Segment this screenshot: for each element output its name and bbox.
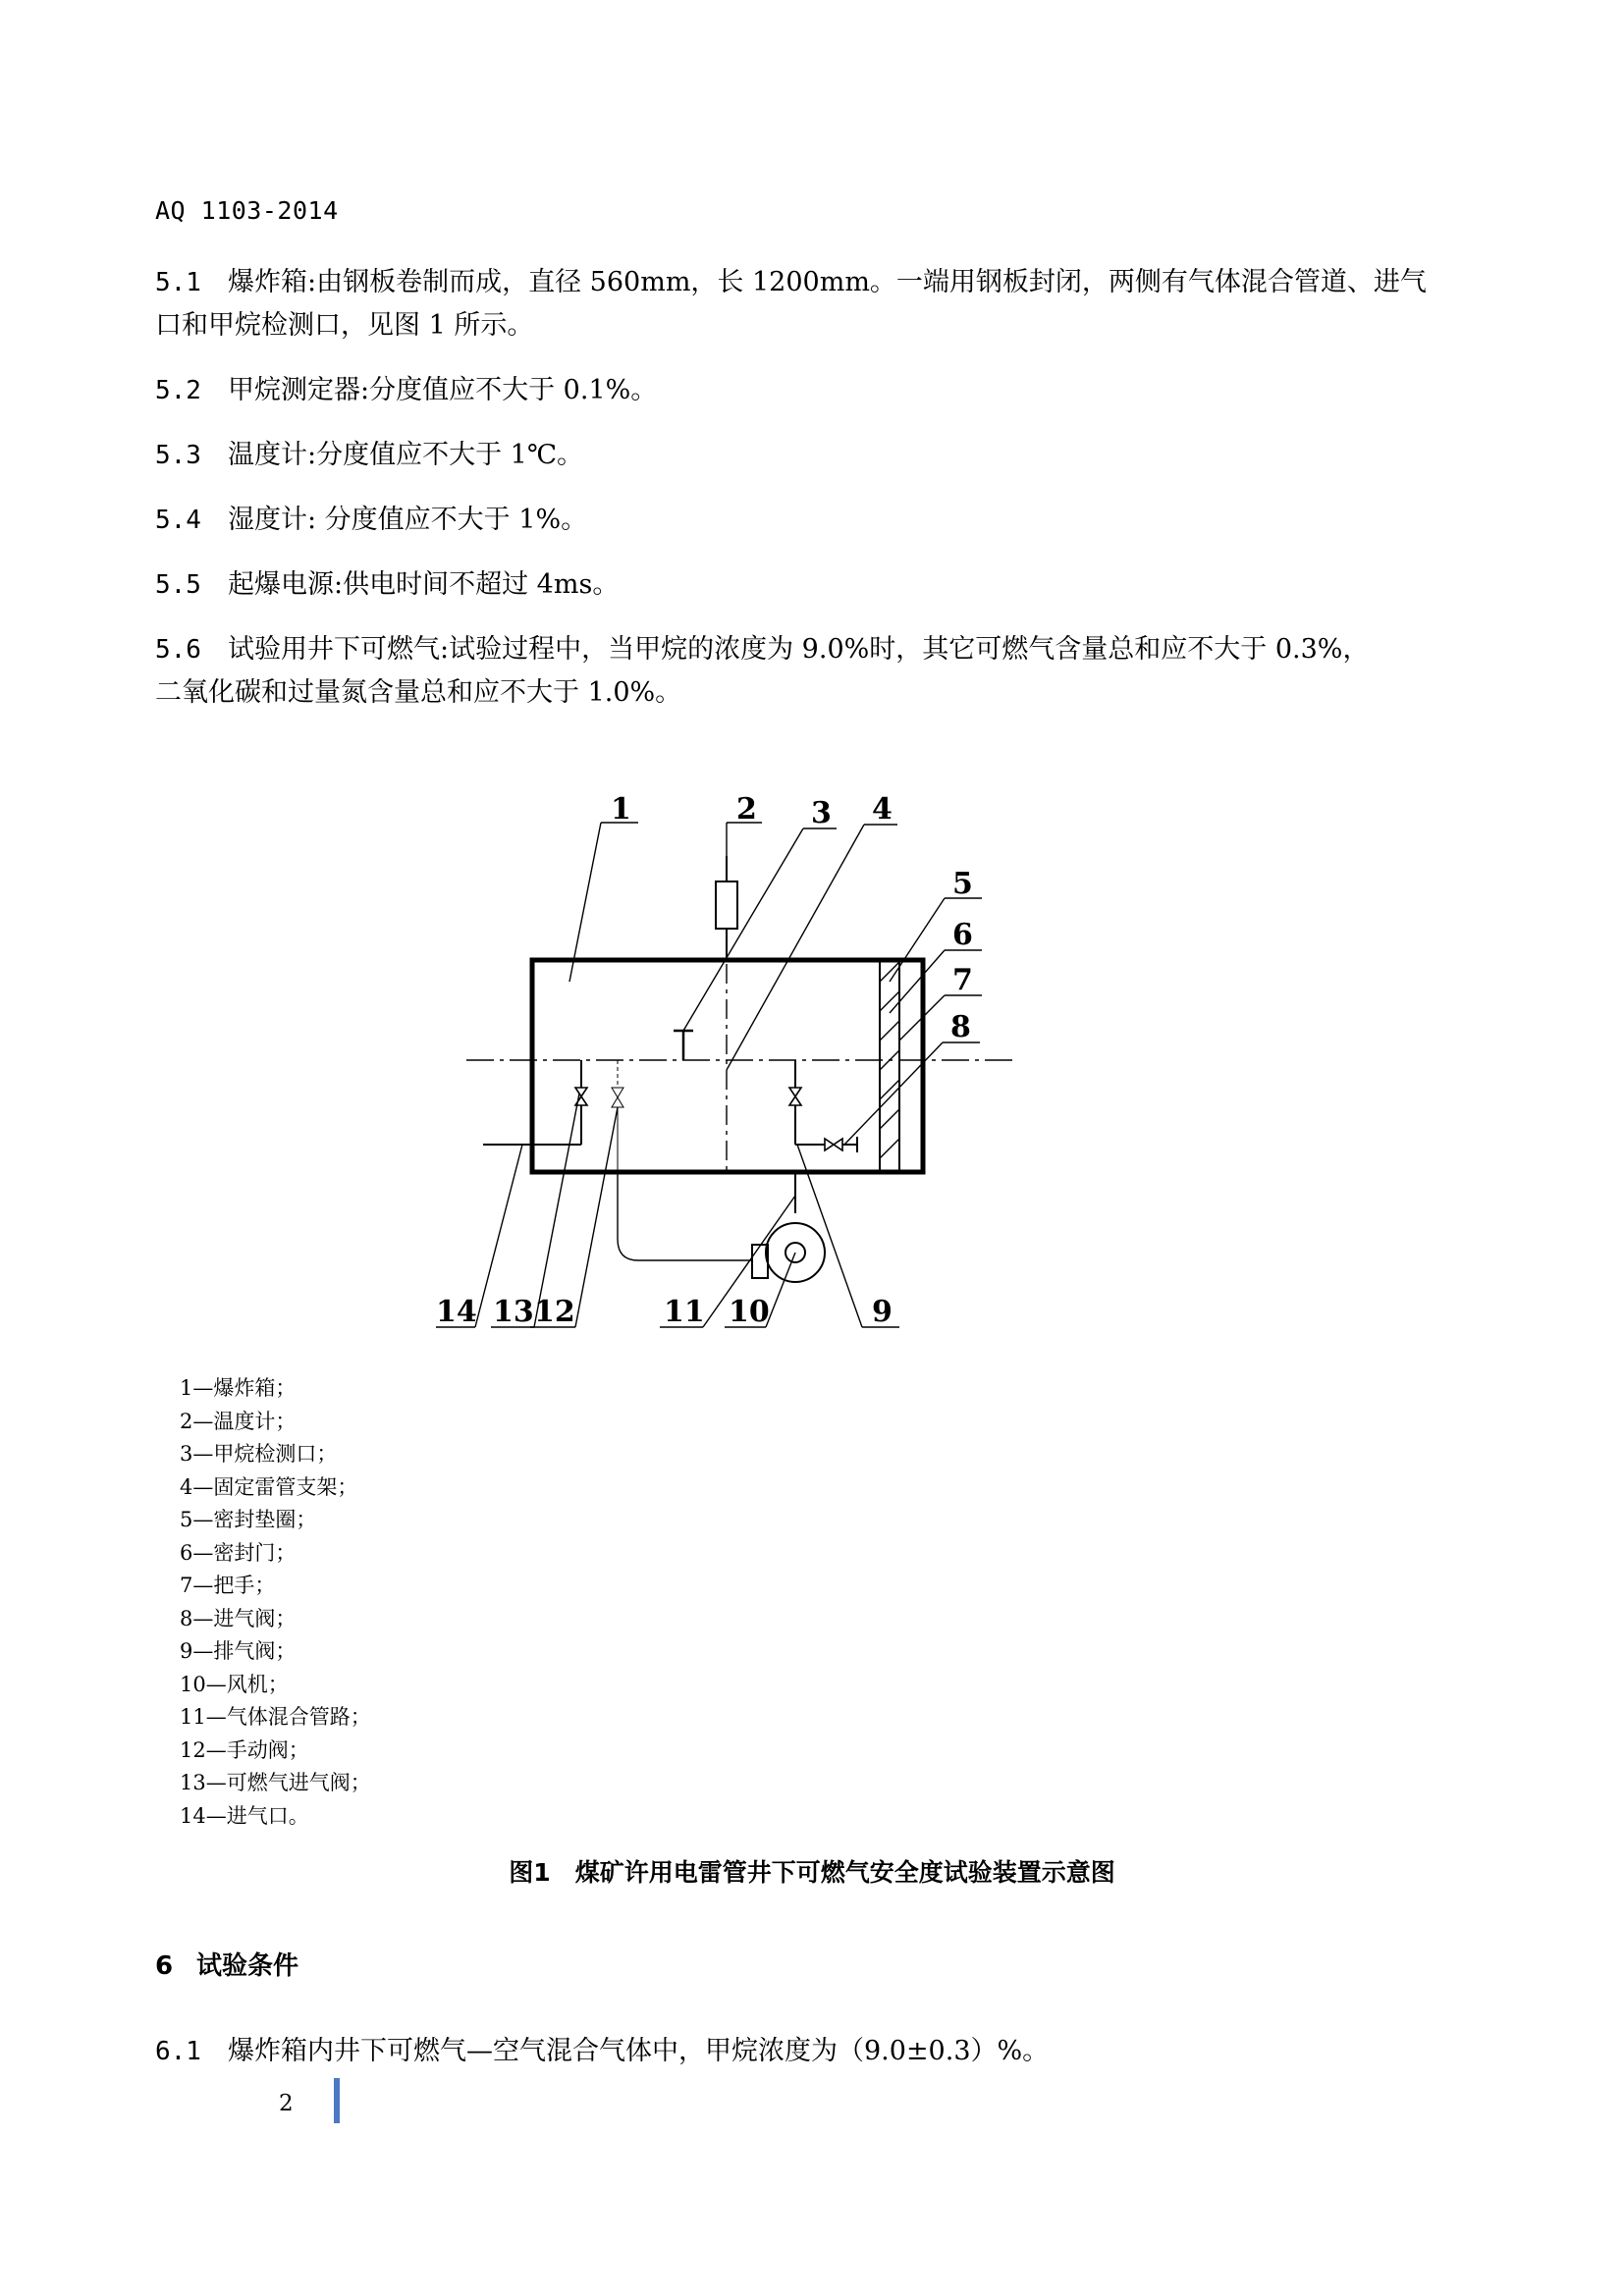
item-text: 温度计:分度值应不大于 1℃。 — [228, 440, 584, 470]
legend-item: 9—排气阀； — [180, 1639, 297, 1663]
explosion-box — [532, 960, 923, 1172]
item-text: 湿度计: 分度值应不大于 1%。 — [228, 505, 588, 535]
legend-item: 3—甲烷检测口； — [180, 1442, 338, 1466]
section-title: 试验条件 — [196, 1951, 299, 1981]
label-2: 2 — [736, 792, 757, 827]
item-number: 5.6 — [155, 635, 201, 665]
standard-code-header: AQ 1103-2014 — [155, 196, 339, 225]
inlet-valve — [825, 1139, 842, 1150]
item-text: 爆炸箱:由钢板卷制而成，直径 560mm，长 1200mm。一端用钢板封闭，两侧有气体混合管道、进气 — [228, 267, 1427, 297]
legend-item: 8—进气阀； — [180, 1606, 297, 1630]
label-7: 7 — [952, 963, 973, 997]
legend-item: 12—手动阀； — [180, 1737, 309, 1762]
legend-item: 4—固定雷管支架； — [180, 1474, 358, 1499]
legend-item: 14—进气口。 — [180, 1803, 309, 1828]
legend-item: 10—风机； — [180, 1672, 289, 1696]
gas-mixing-pipeline — [618, 1172, 752, 1260]
item-number: 5.3 — [155, 441, 201, 470]
figure-legend — [180, 1372, 371, 1833]
label-13: 13 — [493, 1295, 534, 1329]
thermometer — [716, 881, 737, 929]
label-14: 14 — [436, 1295, 477, 1329]
legend-item: 7—把手； — [180, 1574, 276, 1597]
item-5-3 — [155, 434, 1476, 477]
label-1: 1 — [611, 792, 631, 827]
label-10: 10 — [729, 1295, 770, 1329]
item-text-continued: 二氧化碳和过量氮含量总和应不大于 1.0%。 — [155, 677, 682, 708]
label-3: 3 — [811, 796, 832, 830]
item-5-1 — [155, 261, 1476, 347]
label-12: 12 — [534, 1295, 575, 1329]
label-6: 6 — [952, 918, 973, 952]
item-6-1 — [155, 2030, 1476, 2073]
page-marker-bar — [334, 2078, 340, 2123]
label-8: 8 — [950, 1010, 971, 1044]
legend-item: 13—可燃气进气阀； — [180, 1771, 371, 1794]
item-text: 甲烷测定器:分度值应不大于 0.1%。 — [228, 375, 658, 405]
figure-caption: 图1 煤矿许用电雷管井下可燃气安全度试验装置示意图 — [509, 1858, 1115, 1887]
legend-item: 2—温度计； — [180, 1409, 297, 1433]
exhaust-valve — [789, 1088, 801, 1105]
item-text-continued: 口和甲烷检测口，见图 1 所示。 — [155, 310, 534, 341]
item-number: 6.1 — [155, 2037, 201, 2066]
label-9: 9 — [872, 1295, 893, 1329]
legend-item: 6—密封门； — [180, 1540, 297, 1565]
section-heading — [155, 1946, 298, 1982]
sealing-door — [880, 960, 899, 1172]
item-number: 5.4 — [155, 506, 201, 535]
legend-item: 1—爆炸箱； — [180, 1376, 297, 1400]
item-number: 5.2 — [155, 376, 201, 405]
legend-item: 11—气体混合管路； — [180, 1705, 371, 1729]
item-number: 5.5 — [155, 570, 201, 600]
item-5-4 — [155, 499, 1476, 542]
item-text: 爆炸箱内井下可燃气—空气混合气体中，甲烷浓度为（9.0±0.3）%。 — [228, 2036, 1050, 2066]
label-11: 11 — [664, 1295, 705, 1329]
item-text: 起爆电源:供电时间不超过 4ms。 — [228, 569, 620, 600]
item-5-2 — [155, 369, 1476, 412]
manual-valve — [612, 1060, 623, 1172]
test-apparatus-diagram — [422, 775, 1031, 1335]
item-number: 5.1 — [155, 268, 201, 297]
item-5-5 — [155, 563, 1476, 607]
item-text: 试验用井下可燃气:试验过程中，当甲烷的浓度为 9.0%时，其它可燃气含量总和应不大于 0.3%， — [228, 634, 1370, 665]
item-5-6 — [155, 628, 1476, 715]
page-number: 2 — [279, 2091, 294, 2116]
legend-item: 5—密封垫圈； — [180, 1508, 317, 1531]
section-number: 6 — [155, 1951, 174, 1981]
label-5: 5 — [952, 867, 973, 901]
label-4: 4 — [872, 792, 893, 827]
